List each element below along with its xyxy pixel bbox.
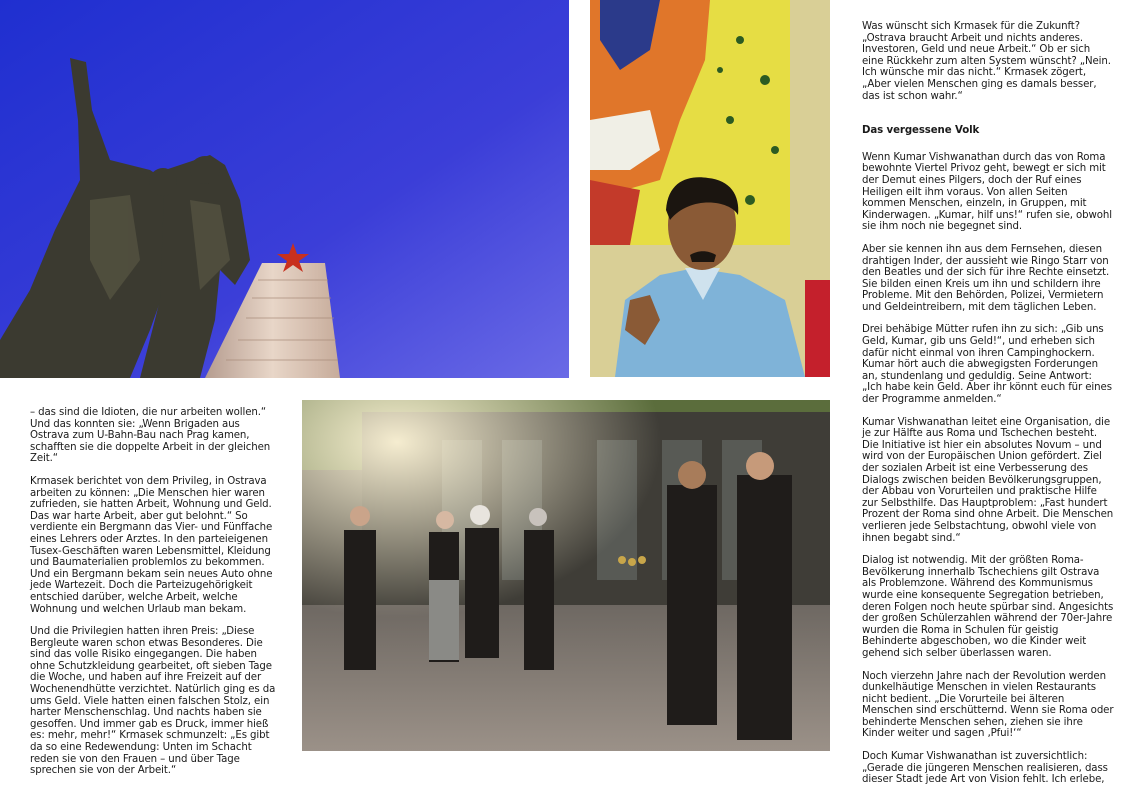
monument-photo — [0, 0, 569, 378]
person-portrait-icon — [590, 0, 830, 377]
portrait-photo — [590, 0, 830, 377]
right-paragraph-3: Drei behäbige Mütter rufen ihn zu sich: „Gib uns Geld, Kumar, gib uns Geld!“, und erheben sich dafür nicht einmal von ihren Campinghockern. Kumar hört auch die abwegigsten Forderungen an, stundenlang und geduldig. Seine Antwort: „Ich habe kein Geld. Aber ihr könnt euch für eines der Programme anmelden.“ — [862, 324, 1112, 406]
monument-statue-icon — [0, 0, 569, 378]
right-paragraph-5: Dialog ist notwendig. Mit der größten Roma-Bevölkerung innerhalb Tschechiens gilt Ostrava als Problemzone. Während des Kommunismus wurde eine konsequente Segregation betrieben, deren Folgen noch heute spürbar sind. Angesichts der großen Schülerzahlen während der 70er-Jahre wurden die Roma in Schulen für geistig Behinderte abgeschoben, wo die Kinder weit gehend sich selber überlassen waren. — [862, 555, 1114, 659]
left-paragraph-2: Krmasek berichtet von dem Privileg, in Ostrava arbeiten zu können: „Die Menschen hier waren zufrieden, sie hatten Arbeit, Wohnung und Geld. Das war harte Arbeit, aber gut belohnt.“ So verdiente ein Bergmann das Vier- und Fünffache eines Lehrers oder Arztes. In den parteieigenen Tusex-Geschäften waren Lebensmittel, Kleidung und Baumaterialien problemlos zu bekommen. Und ein Bergmann bekam sein neues Auto ohne jede Wartezeit. Doch die Parteizugehörigkeit entschied darüber, welche Arbeit, welche Wohnung und welchen Urlaub man bekam. — [30, 475, 273, 615]
left-text-column — [30, 407, 278, 788]
right-intro-paragraph: Was wünscht sich Krmasek für die Zukunft? „Ostrava braucht Arbeit und nichts anderes. Investoren, Geld und neue Arbeit.“ Ob er sich eine Rückkehr zum alten System wünscht? „Nein. Ich wünsche mir das nicht.“ Krmasek zögert, „Aber vielen Menschen ging es damals besser, das ist schon wahr.“ — [862, 21, 1111, 102]
left-paragraph-3: Und die Privilegien hatten ihren Preis: „Diese Bergleute waren schon etwas Besonderes. Die sind das volle Risiko eingegangen. Die haben ohne Schutzkleidung gearbeitet, oft sieben Tage die Woche, und haben auf ihre Freizeit auf der Wochenendhütte verzichtet. Natürlich ging es da ums Geld. Viele hatten einen falschen Stolz, ein harter Menschenschlag. Und nachts haben sie gesoffen. Und immer gab es Druck, immer hieß es: mehr, mehr!“ Krmasek schmunzelt: „Es gibt da so eine Redewendung: Unten im Schacht reden sie von den Frauen – und über Tage sprechen sie von der Arbeit.“ — [30, 626, 276, 777]
right-paragraph-7: Doch Kumar Vishwanathan ist zuversichtlich: „Gerade die jüngeren Menschen realisieren, dass dieser Stadt jede Art von Vision fehlt. Ich erlebe, — [862, 751, 1108, 786]
right-paragraph-1: Wenn Kumar Vishwanathan durch das von Roma bewohnte Viertel Privoz geht, bewegt er sich mit der Demut eines Pilgers, doch der Ruf eines Heiligen eilt ihm voraus. Von allen Seiten kommen Menschen, einzeln, in Gruppen, mit Kinderwagen. „Kumar, hilf uns!“ rufen sie, obwohl sie ihm noch nie begegnet sind. — [862, 151, 1113, 233]
right-paragraph-6: Noch vierzehn Jahre nach der Revolution werden dunkelhäutige Menschen in vielen Restaurants nicht bedient. „Die Vorurteile bei älteren Menschen sind erschütternd. Wenn sie Roma oder behinderte Menschen sehen, ziehen sie ihre Kinder weiter und sagen ‚Pfui!‘“ — [862, 670, 1114, 740]
left-paragraph-1: – das sind die Idioten, die nur arbeiten wollen.“ Und das konnten sie: „Wenn Brigaden aus Ostrava zum U-Bahn-Bau nach Prag kamen, schafften sie die doppelte Arbeit in der gleichen Zeit.“ — [30, 407, 271, 465]
miners-photo — [302, 400, 830, 751]
right-paragraph-2: Aber sie kennen ihn aus dem Fernsehen, diesen drahtigen Inder, der aussieht wie Ringo Starr von den Beatles und der sich für ihre Rechte einsetzt. Sie bilden einen Kreis um ihn und schildern ihre Probleme. Mit den Behörden, Polizei, Vermietern und Geldeintreibern, mit dem täglichen Leben. — [862, 243, 1110, 313]
section-heading: Das vergessene Volk — [862, 125, 980, 137]
crowd-photo-icon — [302, 400, 830, 751]
right-paragraph-4: Kumar Vishwanathan leitet eine Organisation, die je zur Hälfte aus Roma und Tschechen besteht. Die Initiative ist hier ein absolutes Novum – und wird von der Europäischen Union gefördert. Ziel der sozialen Arbeit ist eine Verbesserung des Dialogs zwischen beiden Bevölkerungsgruppen, der Abbau von Vorurteilen und praktische Hilfe zur Selbsthilfe. Das Hauptproblem: „Fast hundert Prozent der Roma sind ohne Arbeit. Die Menschen verlieren jede Selbstachtung, obwohl viele von ihnen begabt sind.“ — [862, 416, 1114, 544]
right-text-column — [862, 21, 1114, 797]
